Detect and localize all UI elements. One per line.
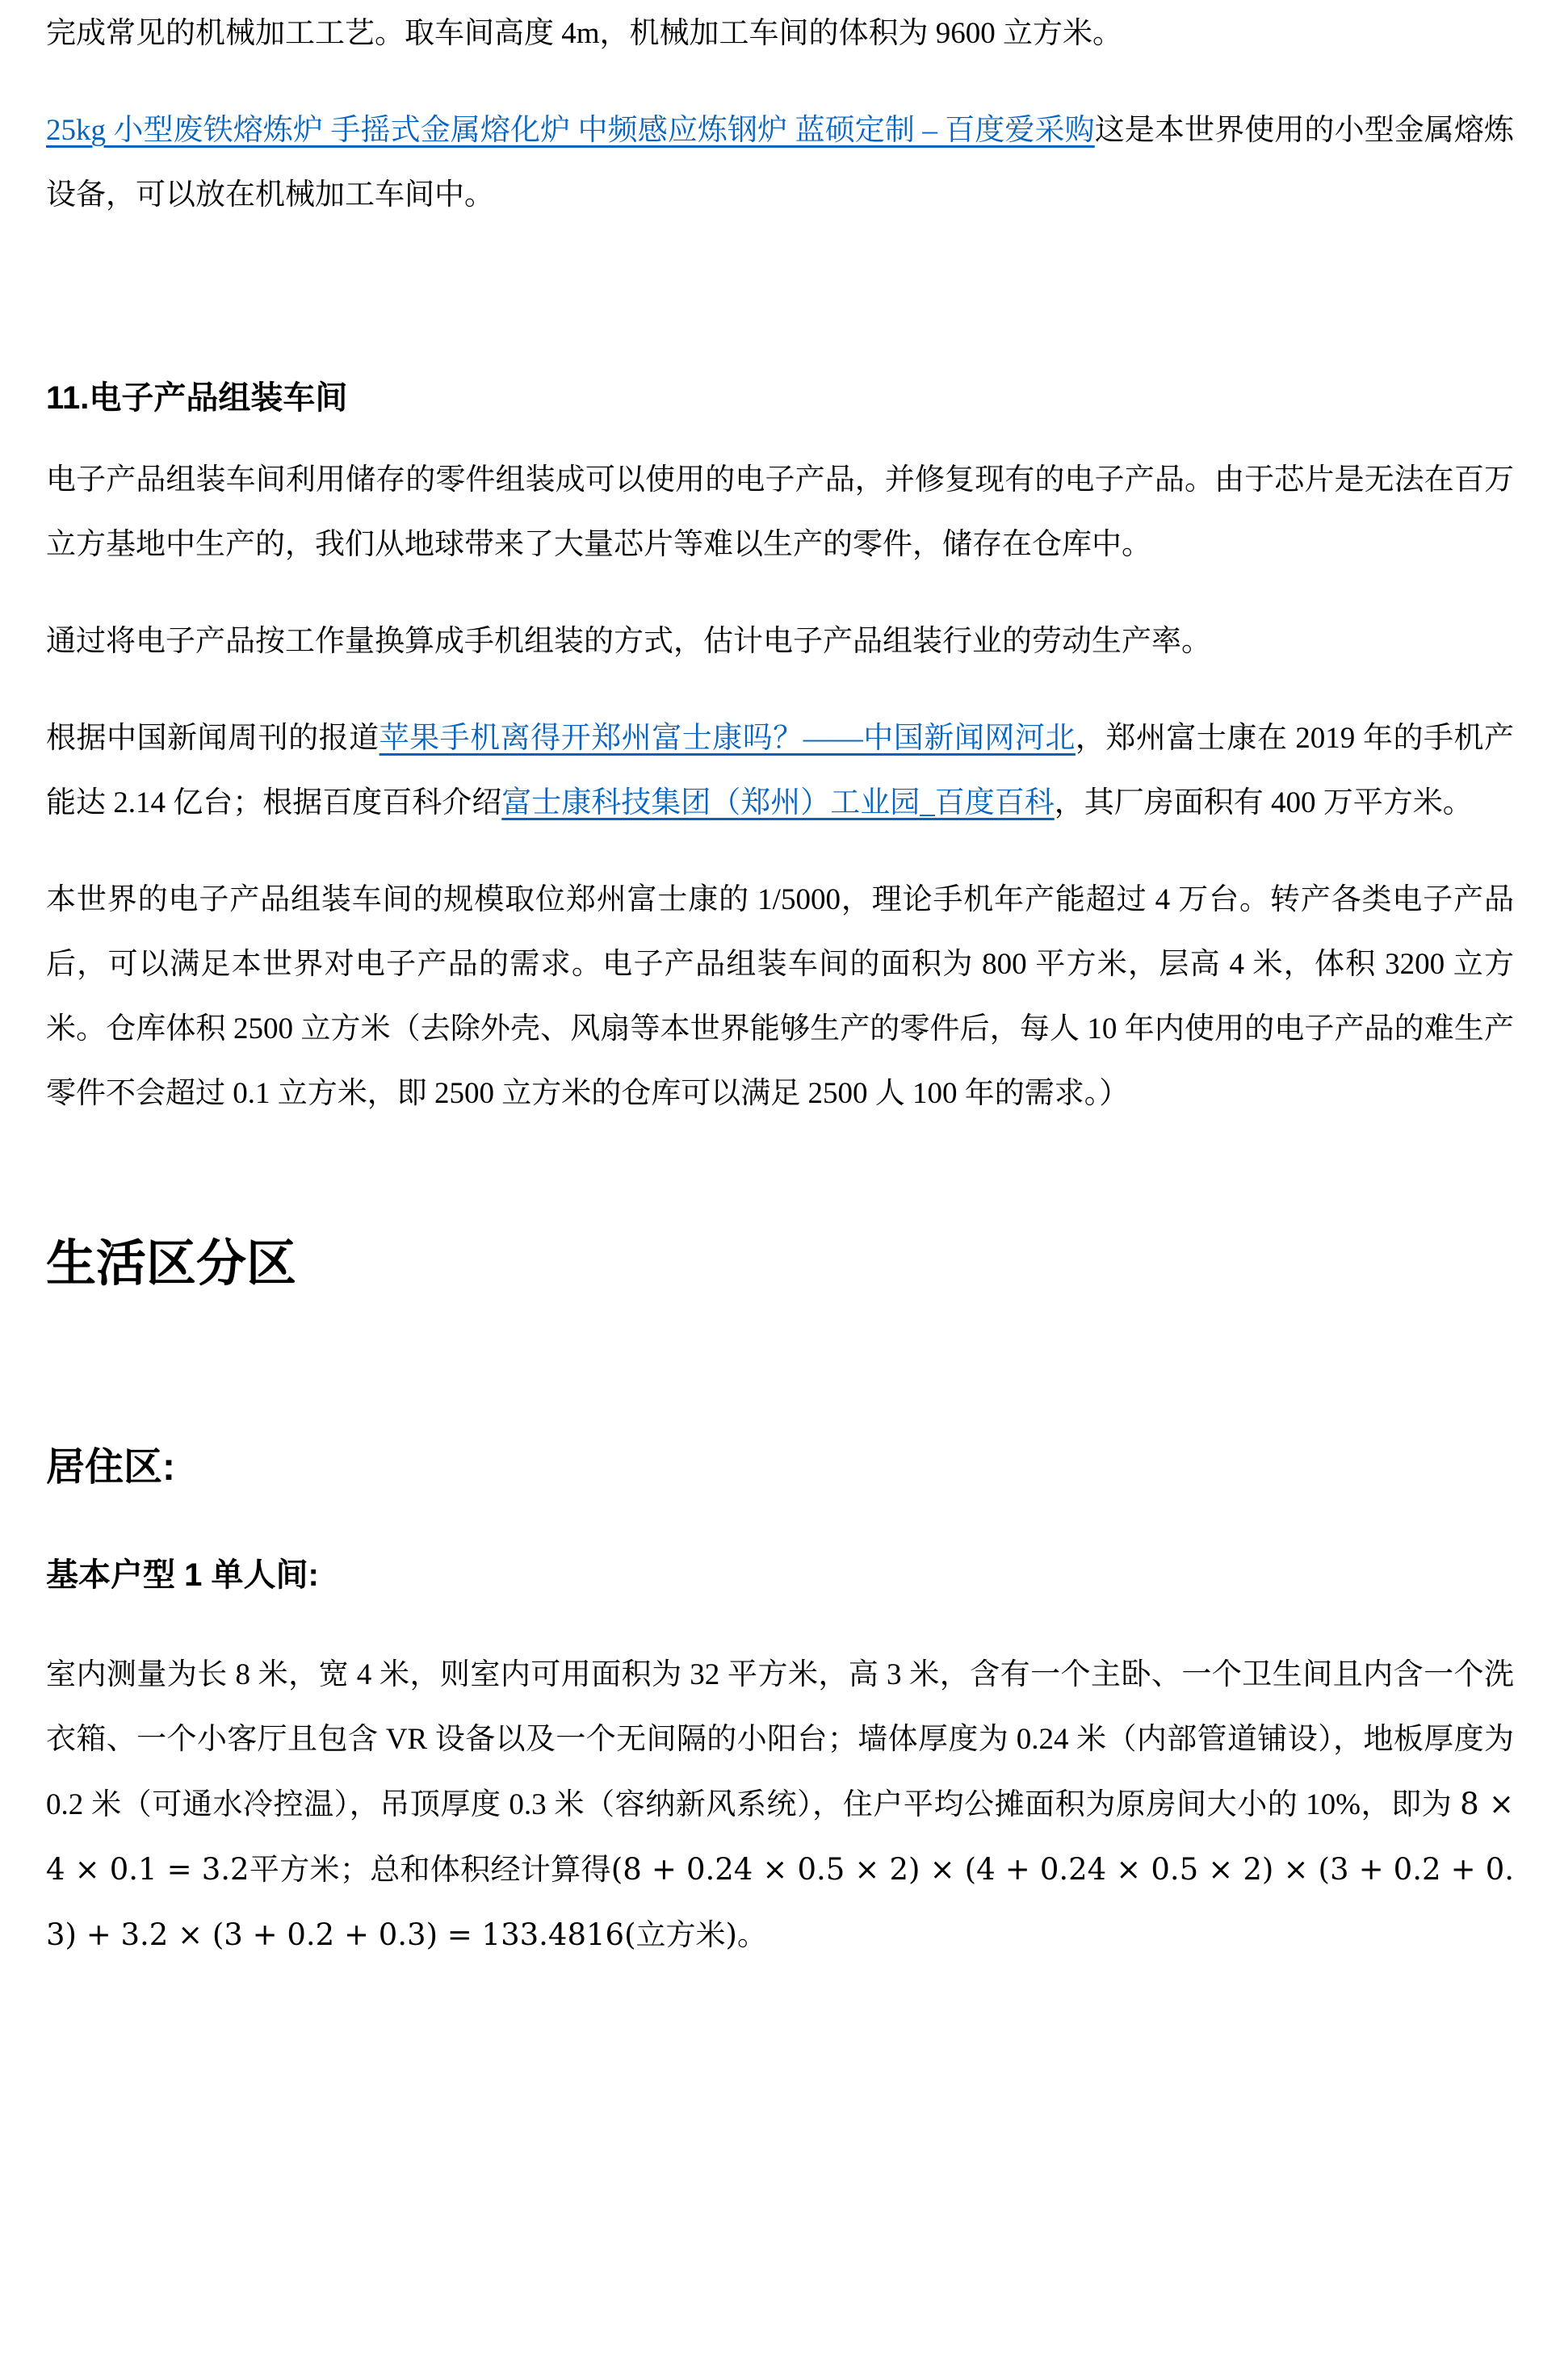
paragraph-electronics-overview (46, 448, 1514, 577)
workshop-scale-text: 本世界的电子产品组装车间的规模取位郑州富士康的 1/5000，理论手机年产能超过 4 万台。转产各类电子产品后，可以满足本世界对电子产品的需求。电子产品组装车间的面积为 800 平方米，层高 4 米，体积 3200 立方米。仓库体积 2500 立方米（去除外壳、风扇等本世界能够生产的零件后，每人 10 年内使用的电子产品的难生产零件不会超过 0.1 立方米，即 2500 立方米的仓库可以满足 2500 人 100 年的需求。） (46, 883, 1514, 1110)
volume-formula: (8 + 0.24 × 0.5 × 2) × (4 + 0.24 × 0.5 × 2) × (3 + 0.2 + 0.3) + 3.2 × (3 + 0.2 + 0.3) = 133.4816(立方米) (46, 1851, 1514, 1952)
paragraph-machining-conclusion (46, 2, 1514, 66)
link-baike-foxconn-industrial-park[interactable]: 富士康科技集团（郑州）工业园_百度百科 (501, 786, 1055, 819)
heading-residential-area: 居住区: (46, 1446, 175, 1490)
room-dimensions-end-text: 。 (736, 1918, 767, 1952)
paragraph-room-dimensions (46, 1643, 1514, 1968)
foxconn-after-link2-text: ，其厂房面积有 400 万平方米。 (1054, 786, 1473, 819)
electronics-overview-text: 电子产品组装车间利用储存的零件组装成可以使用的电子产品，并修复现有的电子产品。由于芯片是无法在百万立方基地中生产的，我们从地球带来了大量芯片等难以生产的零件，储存在仓库中。 (46, 463, 1514, 561)
paragraph-foxconn-reference (46, 706, 1514, 836)
foxconn-between-links-text: ，郑州富士康在 2019 年的手机产能达 2.14 亿台；根据百度百科介绍 (46, 722, 1515, 819)
section-heading-11-electronics-assembly: 11.电子产品组装车间 (46, 380, 348, 416)
room-dimensions-mid-text: 平方米；总和体积经计算得 (249, 1853, 611, 1887)
paragraph-productivity-estimate (46, 610, 1514, 674)
machining-conclusion-text: 完成常见的机械加工工艺。取车间高度 4m，机械加工车间的体积为 9600 立方米。 (46, 17, 1123, 50)
heading-basic-unit-single-room: 基本户型 1 单人间: (46, 1557, 319, 1593)
productivity-estimate-text: 通过将电子产品按工作量换算成手机组装的方式，估计电子产品组装行业的劳动生产率。 (46, 625, 1211, 658)
foxconn-before-link1-text: 根据中国新闻周刊的报道 (46, 722, 380, 755)
heading-living-area-zoning: 生活区分区 (46, 1236, 297, 1292)
furnace-after-link-text: 这是本世界使用的小型金属熔炼设备，可以放在机械加工车间中。 (46, 114, 1515, 212)
link-chinanews-foxconn-article[interactable]: 苹果手机离得开郑州富士康吗？——中国新闻网河北 (379, 722, 1076, 755)
link-furnace-baidu-procurement[interactable]: 25kg 小型废铁熔炼炉 手摇式金属熔化炉 中频感应炼钢炉 蓝硕定制 – 百度爱采购 (46, 114, 1095, 147)
paragraph-workshop-scale (46, 868, 1514, 1126)
room-dimensions-text: 室内测量为长 8 米，宽 4 米，则室内可用面积为 32 平方米，高 3 米，含有一个主卧、一个卫生间且内含一个洗衣箱、一个小客厅且包含 VR 设备以及一个无间隔的小阳台；墙体厚度为 0.24 米（内部管道铺设），地板厚度为 0.2 米（可通水冷控温），吊顶厚度 0.3 米（容纳新风系统），住户平均公摊面积为原房间大小的 10%，即为 (46, 1657, 1514, 1821)
area-formula: 8 × 4 × 0.1 = 3.2 (46, 1786, 1514, 1887)
paragraph-furnace (46, 98, 1514, 228)
